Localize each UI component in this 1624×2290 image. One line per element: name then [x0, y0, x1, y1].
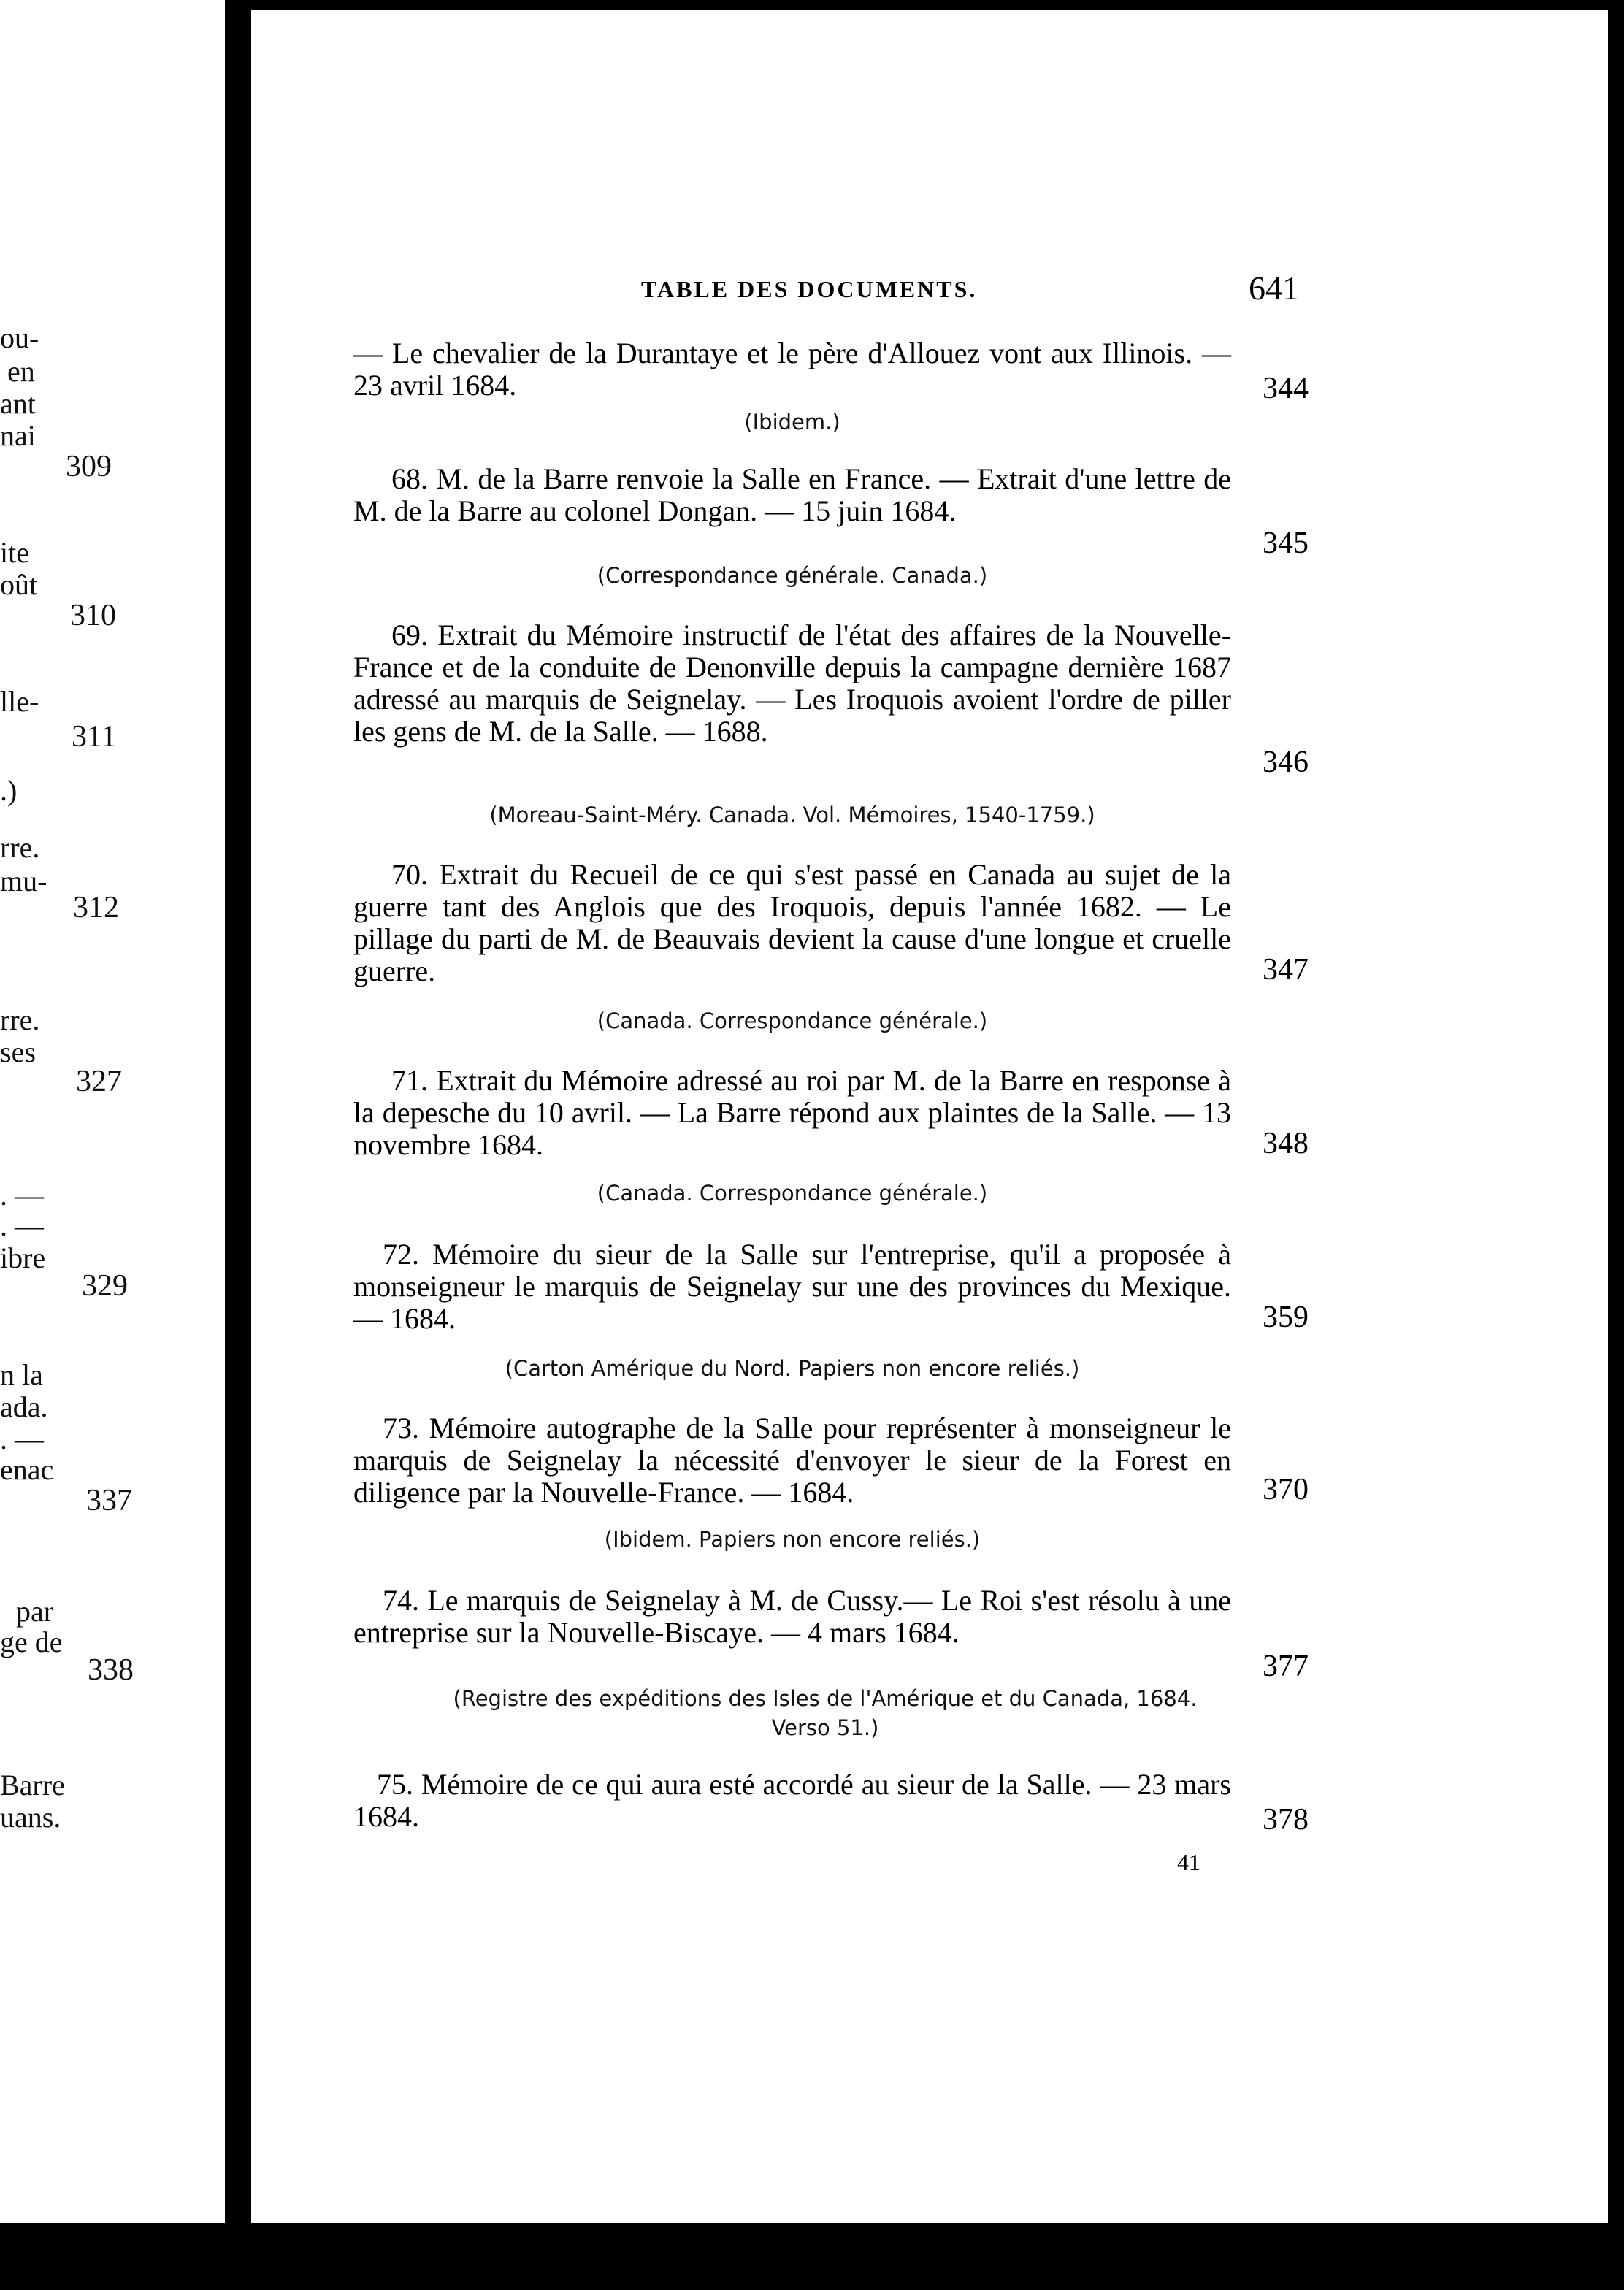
- toc-source: (Canada. Correspondance générale.): [597, 1008, 988, 1033]
- previous-page-fragment: enac: [0, 1453, 54, 1486]
- previous-page-fragment: ant: [0, 387, 36, 420]
- previous-page-fragment: ada.: [0, 1390, 48, 1423]
- toc-source: (Ibidem.): [744, 410, 840, 434]
- toc-source: (Moreau-Saint-Méry. Canada. Vol. Mémoires, 1540-1759.): [489, 803, 1095, 827]
- toc-entry: 74. Le marquis de Seignelay à M. de Cussy.— Le Roi s'est résolu à une entreprise sur la Nouvelle-Biscaye. — 4 mars 1684.: [353, 1584, 1231, 1649]
- book-spine-shadow: [225, 0, 251, 2290]
- previous-page-fragment: 310: [70, 599, 116, 632]
- toc-entry: 70. Extrait du Recueil de ce qui s'est passé en Canada au sujet de la guerre tant des Anglois que des Iroquois, depuis l'année 1682. — Le pillage du parti de M. de Beauvais devient la cause d'une longue et cruelle guerre.: [353, 858, 1231, 987]
- running-header-title: TABLE DES DOCUMENTS.: [641, 276, 978, 302]
- previous-page-fragment: ibre: [0, 1241, 46, 1274]
- toc-page-ref: 347: [1263, 953, 1309, 987]
- toc-entry: 75. Mémoire de ce qui aura esté accordé au sieur de la Salle. — 23 mars 1684.: [353, 1768, 1231, 1833]
- previous-page-fragment: ge de: [0, 1625, 63, 1658]
- previous-page-fragment: 311: [72, 720, 117, 754]
- previous-page-fragment: rre.: [0, 1003, 40, 1036]
- previous-page-fragment: par: [16, 1595, 54, 1628]
- previous-page-fragment: 337: [86, 1484, 132, 1517]
- toc-page-ref: 344: [1263, 372, 1309, 405]
- previous-page-fragment: nai: [0, 419, 36, 452]
- signature-mark: 41: [1177, 1849, 1200, 1875]
- toc-source: (Canada. Correspondance générale.): [597, 1181, 988, 1206]
- toc-entry: 71. Extrait du Mémoire adressé au roi par M. de la Barre en response à la depesche du 10 avril. — La Barre répond aux plaintes de la Salle. — 13 novembre 1684.: [353, 1064, 1231, 1161]
- page-right-edge: [1608, 0, 1624, 2290]
- page-bottom-edge: [0, 2223, 1624, 2290]
- previous-page-fragment: uans.: [0, 1801, 61, 1834]
- previous-page-fragment: ite: [0, 536, 29, 569]
- previous-page-margin: [0, 0, 225, 2223]
- previous-page-fragment: . —: [0, 1422, 44, 1455]
- toc-page-ref: 378: [1263, 1803, 1309, 1837]
- toc-entry: 68. M. de la Barre renvoie la Salle en France. — Extrait d'une lettre de M. de la Barre au colonel Dongan. — 15 juin 1684.: [353, 462, 1231, 527]
- page-number: 641: [1249, 269, 1299, 307]
- previous-page-fragment: n la: [0, 1358, 43, 1391]
- toc-page-ref: 345: [1263, 526, 1309, 560]
- previous-page-fragment: .): [0, 774, 18, 807]
- toc-entry: 73. Mémoire autographe de la Salle pour représenter à monseigneur le marquis de Seignelay la nécessité d'envoyer le sieur de la Forest en diligence par la Nouvelle-France. — 1684.: [353, 1412, 1231, 1509]
- previous-page-fragment: Barre: [0, 1769, 65, 1801]
- toc-source: (Carton Amérique du Nord. Papiers non encore reliés.): [505, 1356, 1080, 1381]
- previous-page-fragment: 327: [76, 1065, 122, 1098]
- toc-page-ref: 346: [1263, 746, 1309, 779]
- toc-page-ref: 370: [1263, 1473, 1309, 1506]
- toc-entry: 69. Extrait du Mémoire instructif de l'état des affaires de la Nouvelle-France et de la conduite de Denonville depuis la campagne dernière 1687 adressé au marquis de Seignelay. — Les Iroquois avoient l'ordre de piller les gens de M. de la Salle. — 1688.: [353, 619, 1231, 748]
- previous-page-fragment: rre.: [0, 831, 40, 864]
- toc-source: (Correspondance générale. Canada.): [597, 563, 988, 588]
- previous-page-fragment: mu-: [0, 865, 47, 897]
- toc-entry: 72. Mémoire du sieur de la Salle sur l'entreprise, qu'il a proposée à monseigneur le marquis de Seignelay sur une des provinces du Mexique. — 1684.: [353, 1238, 1231, 1335]
- toc-source: (Registre des expéditions des Isles de l'Amérique et du Canada, 1684. Verso 51.): [453, 1686, 1198, 1740]
- previous-page-fragment: ou-: [0, 321, 39, 354]
- previous-page-fragment: 312: [73, 891, 119, 924]
- toc-page-ref: 359: [1263, 1301, 1309, 1334]
- toc-entry: — Le chevalier de la Durantaye et le père d'Allouez vont aux Illinois. — 23 avril 1684.: [353, 337, 1231, 402]
- previous-page-fragment: ses: [0, 1035, 36, 1068]
- previous-page-fragment: lle-: [0, 685, 39, 718]
- previous-page-fragment: en: [7, 355, 35, 388]
- previous-page-fragment: oût: [0, 568, 38, 601]
- toc-page-ref: 377: [1263, 1650, 1309, 1683]
- previous-page-fragment: . —: [0, 1179, 44, 1211]
- page-top-edge: [251, 0, 1624, 10]
- toc-source: (Ibidem. Papiers non encore reliés.): [604, 1527, 981, 1552]
- previous-page-fragment: . —: [0, 1209, 44, 1242]
- toc-page-ref: 348: [1263, 1127, 1309, 1160]
- previous-page-fragment: 329: [82, 1269, 128, 1303]
- previous-page-fragment: 338: [88, 1653, 134, 1687]
- previous-page-fragment: 309: [66, 450, 112, 483]
